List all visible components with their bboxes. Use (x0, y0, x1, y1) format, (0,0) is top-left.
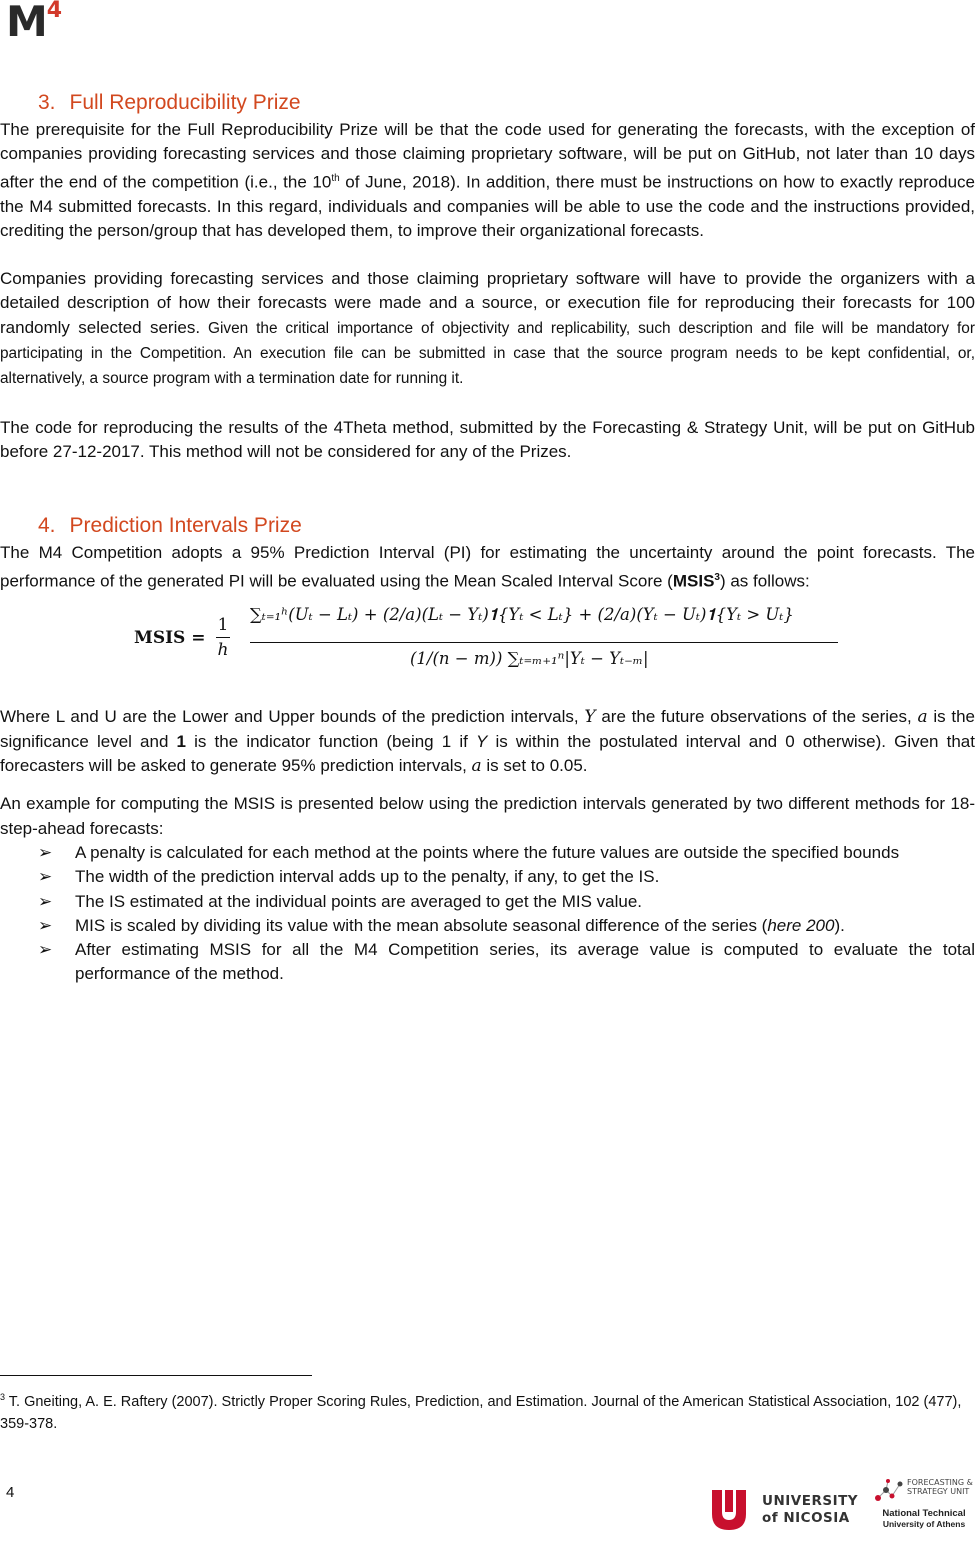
arrow-bullet-icon: ➢ (38, 842, 53, 862)
list-item: ➢ A penalty is calculated for each method at the points where the future values are outside the specified bounds (0, 841, 975, 865)
formula-one-over-h: 1 h (217, 615, 229, 661)
arrow-bullet-icon: ➢ (38, 867, 53, 887)
section-4-paragraph-3: An example for computing the MSIS is presented below using the prediction intervals generated by two different methods for 18-step-ahead forecasts: (0, 794, 975, 838)
list-item: ➢ After estimating MSIS for all the M4 Competition series, its average value is computed to evaluate the total performance of the method. (38, 940, 975, 984)
formula-fraction-bar (250, 642, 838, 643)
footnote-separator (0, 1375, 312, 1376)
section-4-paragraph-1: The M4 Competition adopts a 95% Prediction Interval (PI) for estimating the uncertainty around the point forecasts. The performance of the generated PI will be evaluated using the Mean Scaled Interval Score (MSIS$^3$) as follows: (0, 543, 975, 591)
footnote: $^3$ T. Gneiting, A. E. Raftery (2007). Strictly Proper Scoring Rules, Prediction, and Estimation. Journal of the American Statistical Association, 102 (477), 359-378. (0, 1392, 962, 1432)
unic-line-1: UNIVERSITY (762, 1493, 859, 1509)
arrow-bullet-icon: ➢ (38, 940, 53, 960)
formula-numerator: ∑ₜ₌₁ʰ(Uₜ − Lₜ) + (2/a)(Lₜ − Yₜ)𝟏{Yₜ < Lₜ} + (2/a)(Yₜ − Uₜ)𝟏{Yₜ > Uₜ} (250, 605, 794, 625)
section-4-title: Prediction Intervals Prize (69, 514, 302, 538)
fsu-ntua-logo (874, 1478, 974, 1529)
unic-shield-icon (710, 1488, 748, 1532)
ntua-line-2: University of Athens (882, 1519, 966, 1529)
list-item: ➢ MIS is scaled by dividing its value with the mean absolute seasonal difference of the series (here 200). (0, 914, 975, 938)
arrow-bullet-icon: ➢ (38, 915, 53, 935)
logo-m: M (6, 0, 46, 46)
fsu-line-2: STRATEGY UNIT (907, 1487, 970, 1496)
msis-steps-list (0, 841, 975, 987)
formula-denominator: (1/(n − m)) ∑ₜ₌ₘ₊₁ⁿ|Yₜ − Yₜ₋ₘ| (410, 649, 649, 669)
section-3-paragraph-1: The prerequisite for the Full Reproducibility Prize will be that the code used for generating the forecasts, with the exception of companies providing forecasting services and those claiming proprietary software, will be put on GitHub, not later than 10 days after the end of the competition (i.e., the 10th of June, 2018). In addition, there must be instructions on how to exactly reproduce the M4 submitted forecasts. In this regard, individuals and companies will be able to use the code and the instructions provided, crediting the person/group that has developed them, to improve their organizational forecasts. (0, 120, 975, 240)
section-3-paragraph-2: Companies providing forecasting services and those claiming proprietary software will have to provide the organizers with a detailed description of how their forecasts were made and a source, or execution file for reproducing their forecasts for 100 randomly selected series. Given the critical importance of objectivity and replicability, such description and file will be mandatory for participating in the Competition. An execution file can be submitted in case that the source program needs to be kept confidential, or, alternatively, a source program with a termination date for running it. (0, 269, 975, 388)
unic-line-2: of NICOSIA (762, 1510, 850, 1526)
section-3-title: Full Reproducibility Prize (69, 91, 301, 114)
list-item: ➢ The width of the prediction interval adds up to the penalty, if any, to get the IS. (0, 865, 975, 889)
ntua-line-1: National Technical (882, 1508, 966, 1519)
logo-4: 4 (46, 0, 63, 23)
fsu-line-1: FORECASTING & (907, 1478, 973, 1487)
section-3-heading (0, 88, 975, 118)
list-item: ➢ The IS estimated at the individual points are averaged to get the MIS value. (0, 890, 975, 914)
msis-formula (0, 593, 975, 705)
page-number: 4 (6, 1484, 15, 1501)
section-3-paragraph-3: The code for reproducing the results of the 4Theta method, submitted by the Forecasting & Strategy Unit, will be put on GitHub before 27-12-2017. This method will not be considered for any of the Prizes. (0, 417, 975, 461)
section-3-number: 3. (38, 91, 56, 114)
section-4-heading (0, 511, 975, 541)
network-nodes-icon (874, 1478, 904, 1504)
section-4-paragraph-2: Where L and U are the Lower and Upper bounds of the prediction intervals, Y are the future observations of the series, a is the significance level and 1 is the indicator function (being 1 if Y is within the postulated interval and 0 otherwise). Given that forecasters will be asked to generate 95% prediction intervals, a is set to 0.05. (0, 707, 975, 777)
section-4-number: 4. (38, 514, 56, 538)
m4-logo (6, 0, 63, 46)
university-of-nicosia-logo (710, 1488, 858, 1532)
arrow-bullet-icon: ➢ (38, 891, 53, 911)
formula-lhs: MSIS = (134, 628, 206, 649)
page-content (0, 88, 975, 987)
